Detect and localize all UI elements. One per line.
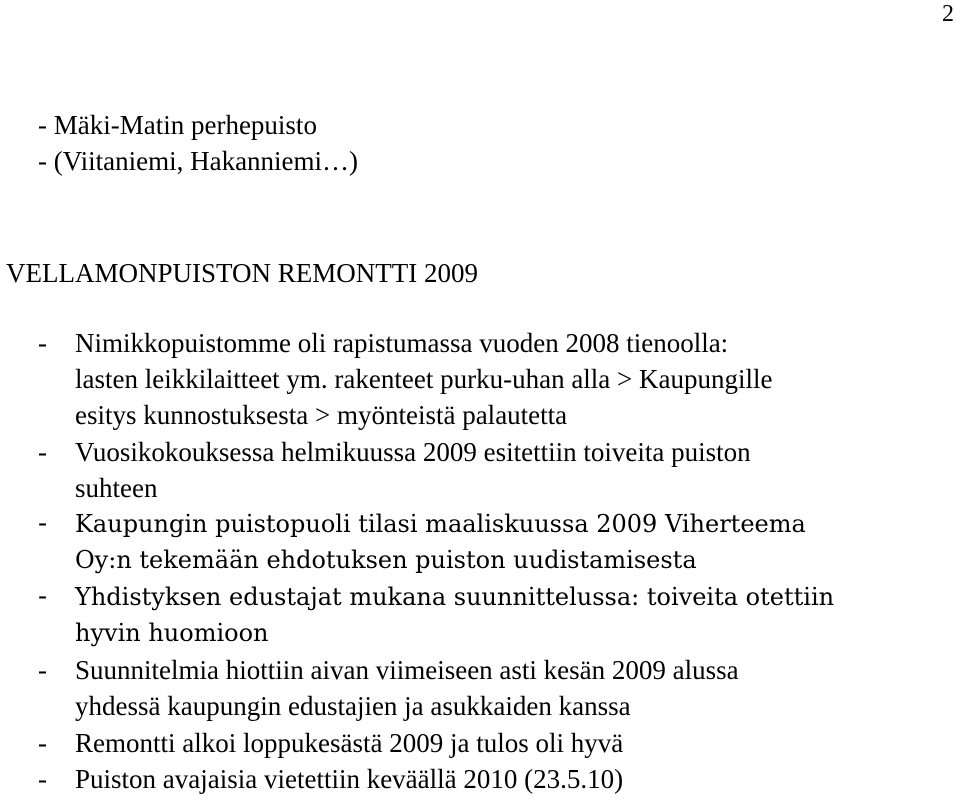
bullet-line: yhdessä kaupungin edustajien ja asukkaiden kanssa <box>75 691 631 721</box>
bullet-dash: - <box>38 764 47 794</box>
bullet-dash: - <box>38 728 47 758</box>
park-list-item: - Mäki-Matin perhepuisto <box>38 110 317 140</box>
bullet-line: Vuosikokouksessa helmikuussa 2009 esitettiin toiveita puiston <box>75 437 751 467</box>
bullet-line: hyvin huomioon <box>75 619 269 647</box>
bullet-dash: - <box>38 328 47 358</box>
bullet-dash: - <box>38 581 48 612</box>
bullet-dash: - <box>38 437 47 467</box>
bullet-line: esitys kunnostuksesta > myönteistä palautetta <box>75 400 568 430</box>
bullet-line: Kaupungin puistopuoli tilasi maaliskuussa 2009 Viherteema <box>75 510 806 538</box>
page-number: 2 <box>942 1 954 27</box>
bullet-line: lasten leikkilaitteet ym. rakenteet purku-uhan alla > Kaupungille <box>75 364 773 394</box>
bullet-line: Oy:n tekemään ehdotuksen puiston uudistamisesta <box>75 546 697 574</box>
bullet-dash: - <box>38 655 47 685</box>
bullet-line: Yhdistyksen edustajat mukana suunnittelussa: toiveita otettiin <box>75 583 835 611</box>
bullet-line: Nimikkopuistomme oli rapistumassa vuoden 2008 tienoolla: <box>75 328 729 358</box>
bullet-dash: - <box>38 508 48 539</box>
bullet-line: Remontti alkoi loppukesästä 2009 ja tulos oli hyvä <box>75 728 624 758</box>
section-title: VELLAMONPUISTON REMONTTI 2009 <box>6 258 478 288</box>
bullet-line: Suunnitelmia hiottiin aivan viimeiseen asti kesän 2009 alussa <box>75 655 739 685</box>
bullet-line: Puiston avajaisia vietettiin keväällä 2010 (23.5.10) <box>75 764 624 794</box>
park-list-item: - (Viitaniemi, Hakanniemi…) <box>38 146 359 176</box>
bullet-line: suhteen <box>75 473 158 503</box>
